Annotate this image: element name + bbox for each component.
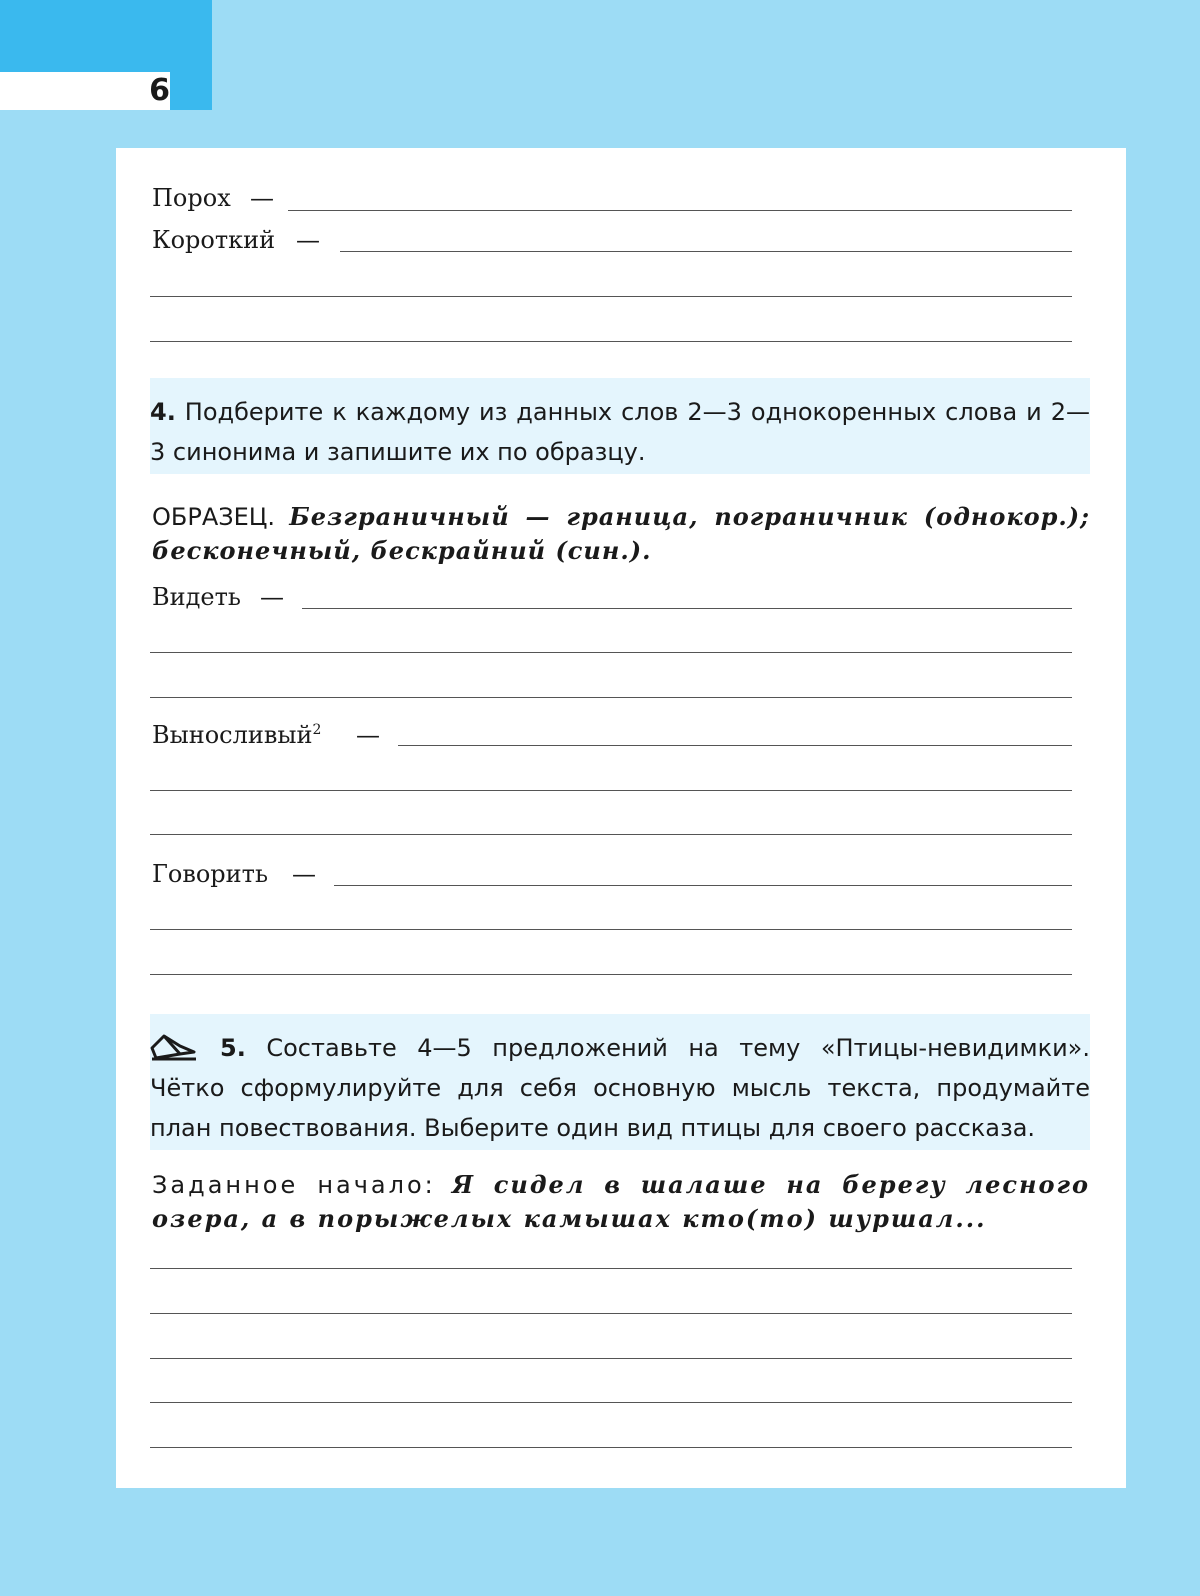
word-label: Короткий: [152, 226, 276, 254]
answer-line[interactable]: [150, 1447, 1072, 1448]
task-5-number: 5.: [220, 1034, 246, 1062]
answer-line[interactable]: [150, 929, 1072, 930]
start-prefix: Заданное начало:: [152, 1171, 436, 1199]
answer-line[interactable]: [150, 790, 1072, 791]
task-4-box: [150, 378, 1090, 474]
word-label: Говорить: [152, 860, 269, 888]
answer-line[interactable]: [288, 210, 1072, 211]
page-number-box: [0, 72, 170, 110]
answer-line[interactable]: [150, 1268, 1072, 1269]
answer-line[interactable]: [150, 974, 1072, 975]
sample-4: [152, 500, 1090, 568]
answer-line[interactable]: [302, 608, 1072, 609]
dash: —: [260, 583, 284, 611]
answer-line[interactable]: [150, 697, 1072, 698]
dash: —: [250, 184, 274, 212]
pencil-icon: [150, 1032, 200, 1062]
word-label: Выносливый$^2$: [152, 721, 322, 749]
dash: —: [356, 721, 380, 749]
word-label: Видеть: [152, 583, 241, 611]
task-4-number: 4.: [150, 398, 176, 426]
answer-line[interactable]: [150, 834, 1072, 835]
page-number: 6: [149, 73, 170, 108]
start-text: Я сидел в шалаше на берегу лесного озера, а в порыжелых камышах кто(то) шуршал...: [152, 1170, 1090, 1233]
worksheet-page: [116, 148, 1126, 1488]
footnote-mark: 2: [312, 722, 322, 738]
answer-line[interactable]: [398, 745, 1072, 746]
word-label: Порох: [152, 184, 231, 212]
answer-line[interactable]: [150, 341, 1072, 342]
sample-text: Безграничный — граница, пограничник (однокор.); бесконечный, бескрайний (син.).: [152, 502, 1090, 565]
answer-line[interactable]: [150, 1358, 1072, 1359]
corner-tab: [0, 0, 212, 72]
answer-line[interactable]: [150, 652, 1072, 653]
task-5-text: 5. Составьте 4—5 предложений на тему «Птицы-невидимки». Чётко сформулируйте для себя основную мысль текста, продумайте план повествования. Выберите один вид птицы для своего рассказа.: [150, 1034, 1090, 1142]
dash: —: [292, 860, 316, 888]
answer-line[interactable]: [150, 296, 1072, 297]
answer-line[interactable]: [340, 251, 1072, 252]
answer-line[interactable]: [150, 1313, 1072, 1314]
task-5-box: [150, 1014, 1090, 1150]
task-4-text: 4. Подберите к каждому из данных слов 2—3 однокоренных слова и 2—3 синонима и запишите их по образцу.: [150, 398, 1090, 466]
dash: —: [296, 226, 320, 254]
start-5: [152, 1168, 1090, 1236]
answer-line[interactable]: [150, 1402, 1072, 1403]
answer-line[interactable]: [334, 885, 1072, 886]
sample-prefix: ОБРАЗЕЦ.: [152, 503, 290, 531]
corner-square: [170, 72, 212, 110]
